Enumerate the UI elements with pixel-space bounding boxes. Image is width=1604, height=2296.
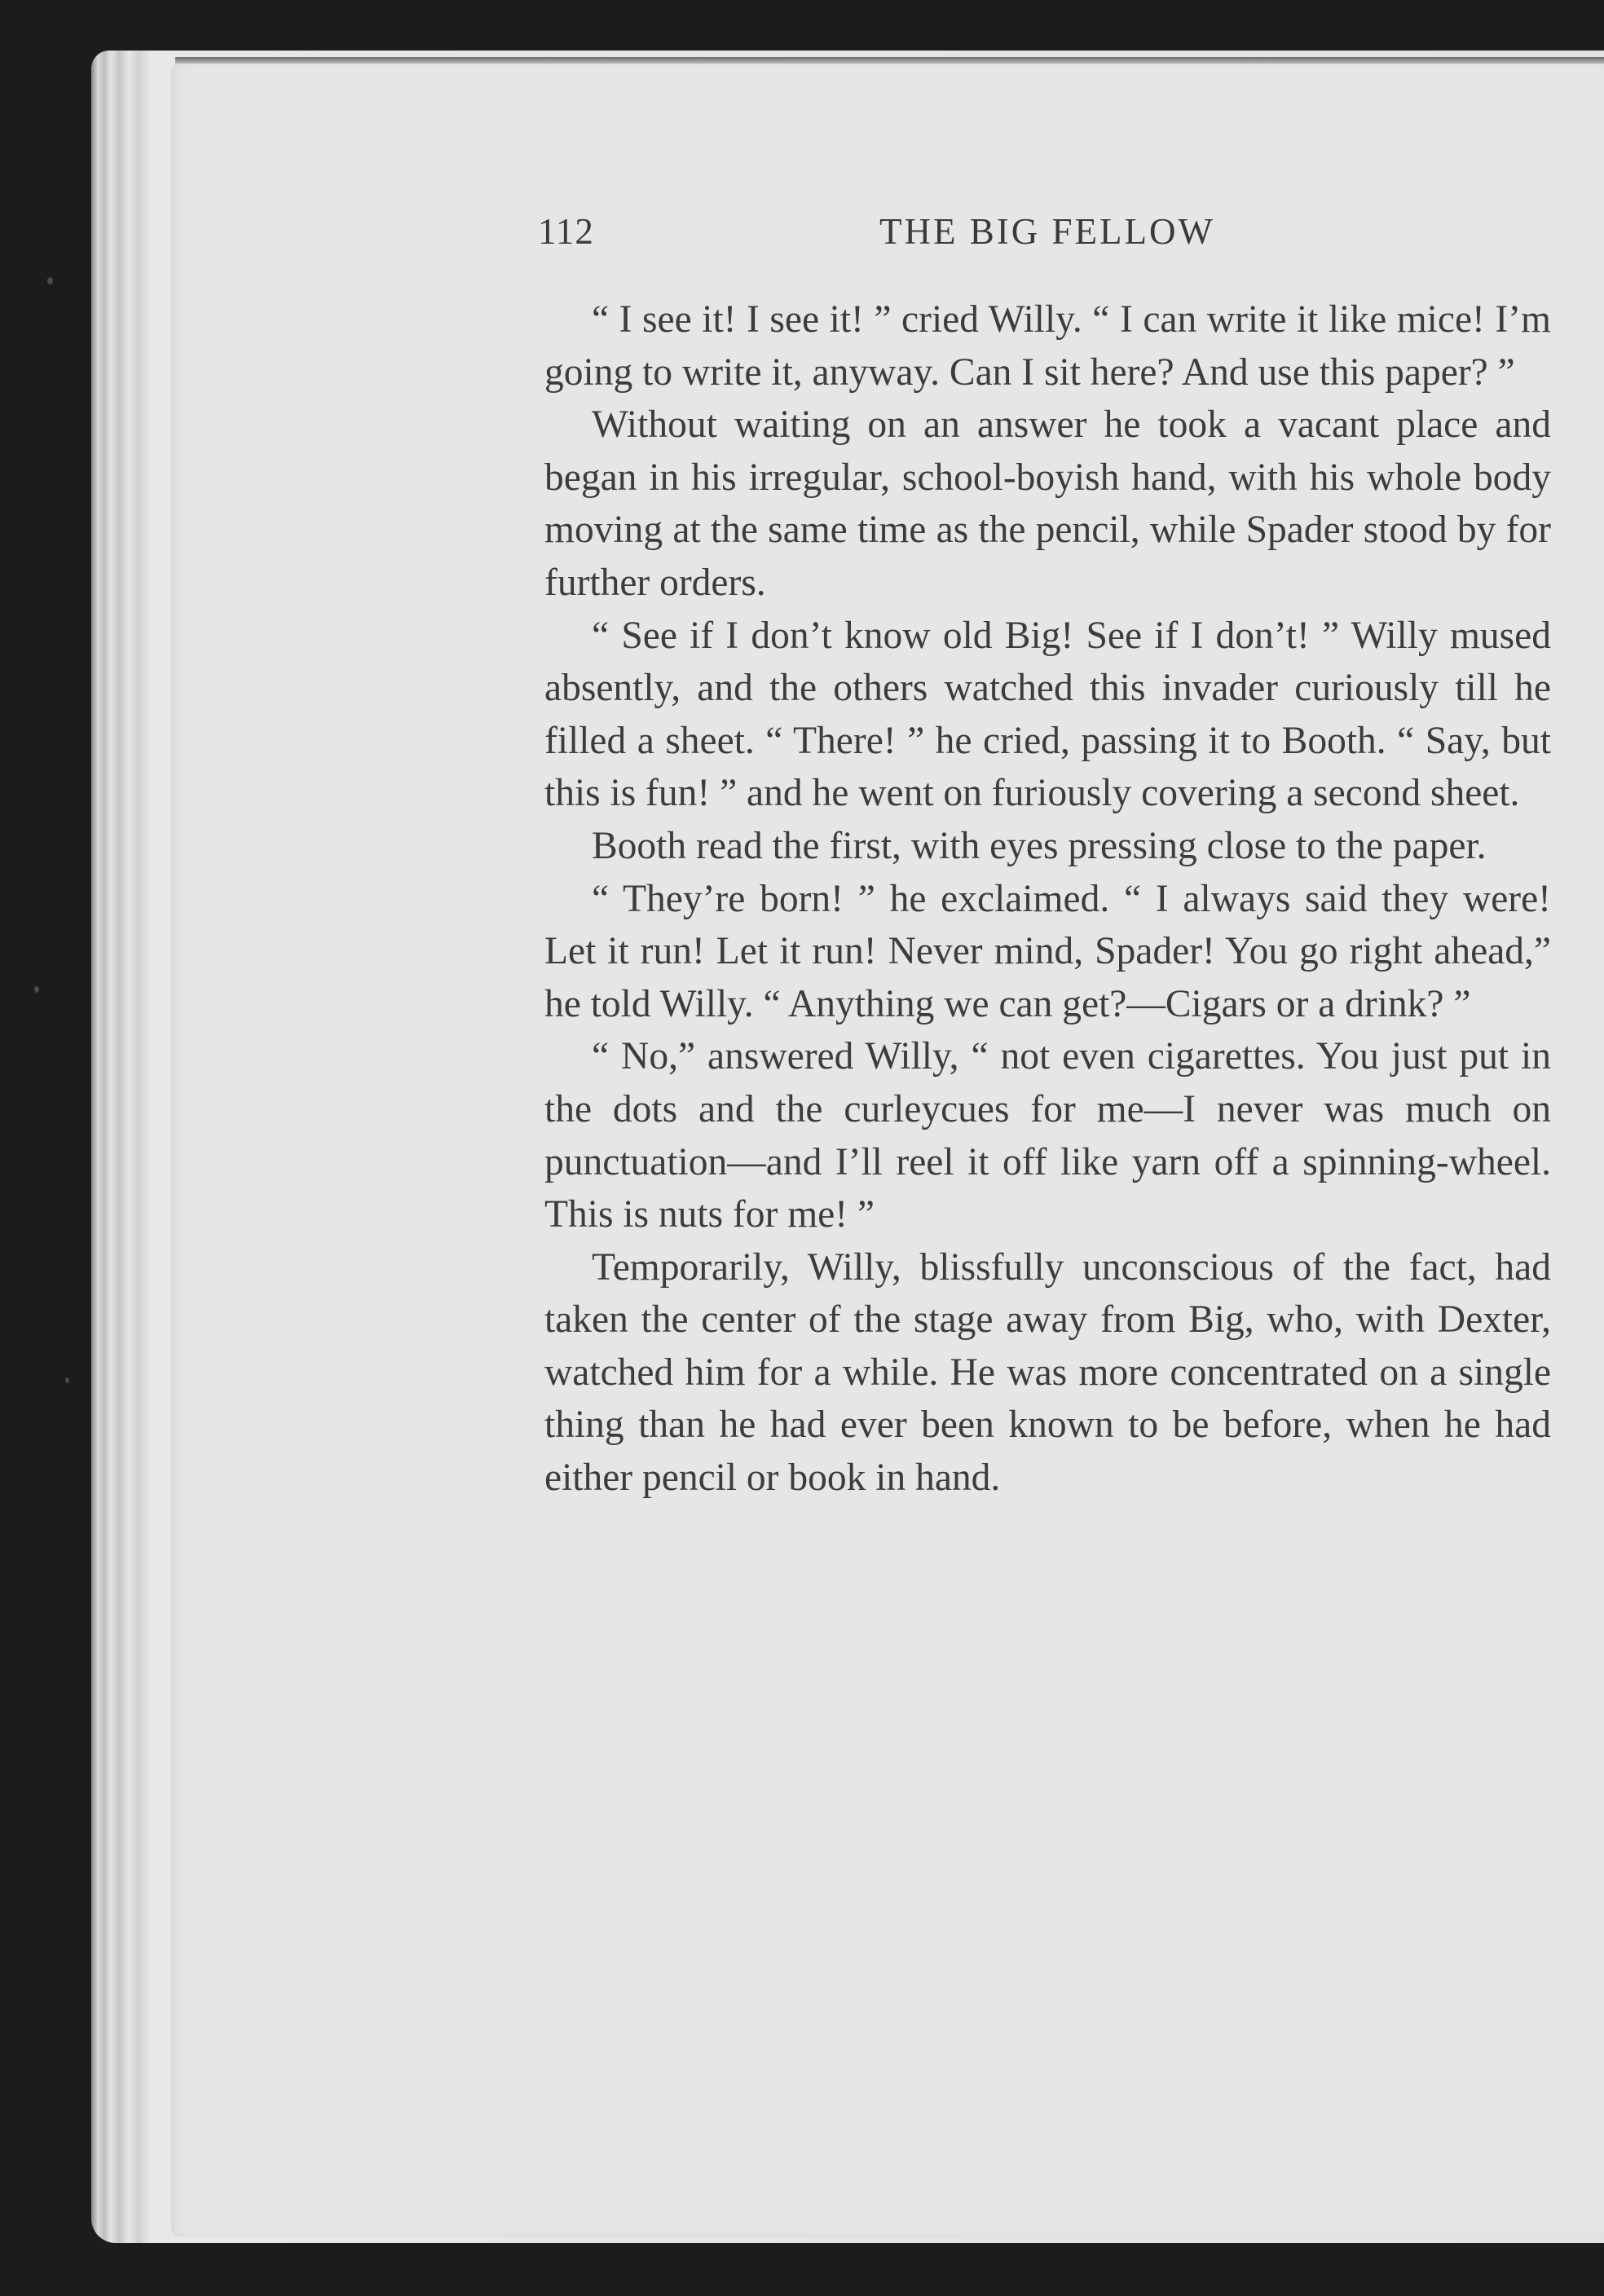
body-text <box>544 293 1551 1505</box>
paragraph: Temporarily, Willy, blissfully unconscious of the fact, had taken the center of the stage away from Big, who, with Dexter, watched him for a while. He was more concentrated on a single thing than he had ever been known to be before, when he had either pencil or book in hand. <box>544 1245 1551 1500</box>
page-number: 112 <box>538 211 594 252</box>
page-header <box>538 210 1557 267</box>
running-title: THE BIG FELLOW <box>879 211 1215 252</box>
paragraph: “ See if I don’t know old Big! See if I don’t! ” Willy mused absently, and the others watched this invader curiously till he filled a sheet. “ There! ” he cried, passing it to Booth. “ Say, but this is fun! ” and he went on furiously covering a second sheet. <box>544 614 1551 815</box>
scan-speck <box>65 1377 69 1383</box>
paragraph: Without waiting on an answer he took a vacant place and began in his irregular, school-boyish hand, with his whole body moving at the same time as the pencil, while Spader stood by for further orders. <box>544 403 1551 604</box>
paragraph: “ They’re born! ” he exclaimed. “ I always said they were! Let it run! Let it run! Never mind, Spader! You go right ahead,” he told Willy. “ Anything we can get?—Cigars or a drink? ” <box>544 877 1551 1025</box>
paragraph: Booth read the first, with eyes pressing close to the paper. <box>592 824 1487 867</box>
page-top-edge <box>175 57 1604 64</box>
scan-speck <box>47 277 53 284</box>
paragraph: “ I see it! I see it! ” cried Willy. “ I can write it like mice! I’m going to write it, anyway. Can I sit here? And use this paper? ” <box>544 298 1551 394</box>
paragraph: “ No,” answered Willy, “ not even cigarettes. You just put in the dots and the curleycues for me—I never was much on punctuation—and I’ll reel it off like yarn off a spinning-wheel. This is nuts for me! ” <box>544 1035 1551 1236</box>
scan-speck <box>34 986 39 993</box>
